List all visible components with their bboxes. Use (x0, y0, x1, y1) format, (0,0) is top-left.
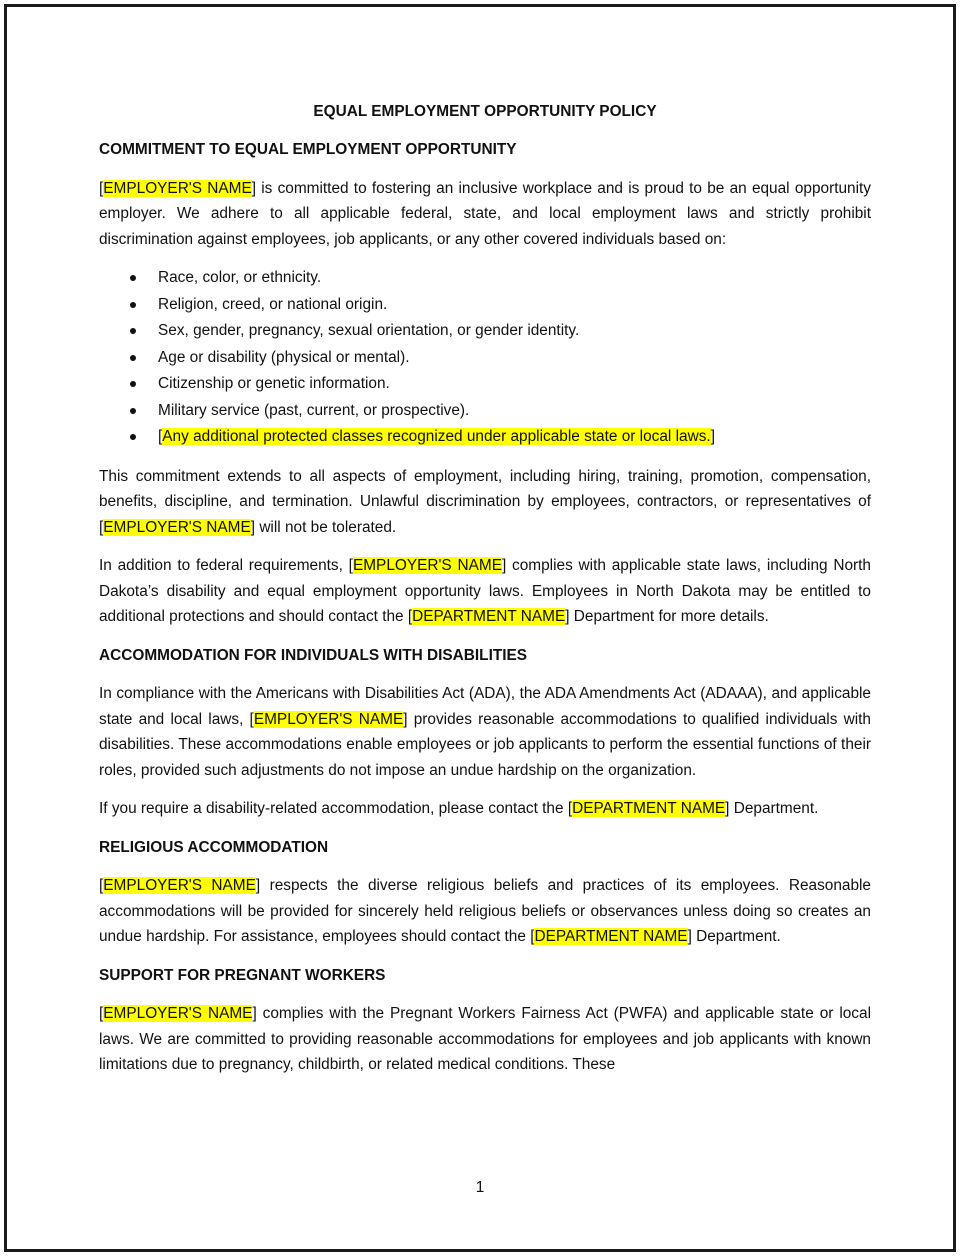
placeholder-employer-name: EMPLOYER'S NAME (253, 710, 404, 728)
list-item: Religion, creed, or national origin. (99, 292, 871, 319)
paragraph-disabilities-contact: If you require a disability-related accommodation, please contact the [DEPARTMENT NAME] Department. (99, 800, 819, 817)
placeholder-department-name: DEPARTMENT NAME (534, 928, 688, 945)
document-body (99, 99, 871, 1091)
placeholder-department-name: DEPARTMENT NAME (572, 800, 726, 817)
bullet-icon (130, 275, 136, 281)
bullet-icon (130, 434, 136, 440)
paragraph-eeo-intro: [EMPLOYER'S NAME] is committed to fostering an inclusive workplace and is proud to be an equal opportunity employer. We adhere to all applicable federal, state, and local employment laws and strictly prohibit discrimination against employees, job applicants, or any other covered individuals based on: (99, 179, 871, 248)
placeholder-employer-name: EMPLOYER'S NAME (352, 557, 502, 574)
bullet-icon (130, 355, 136, 361)
paragraph-pregnant-workers: [EMPLOYER'S NAME] complies with the Pregnant Workers Fairness Act (PWFA) and applicable state or local laws. We are committed to providing reasonable accommodations for employees and job applicants with known limitations due to pregnancy, childbirth, or related medical conditions. These (99, 1005, 871, 1073)
placeholder-employer-name: EMPLOYER'S NAME (103, 877, 256, 894)
paragraph-religious: [EMPLOYER'S NAME] respects the diverse religious beliefs and practices of its employees. Reasonable accommodations will be provided for sincerely held religious beliefs or observances unless doing so creates an undue hardship. For assistance, employees should contact the [DEPARTMENT NAME] Department. (99, 877, 871, 945)
list-item: Citizenship or genetic information. (99, 371, 871, 398)
section-heading-disabilities: ACCOMMODATION FOR INDIVIDUALS WITH DISABILITIES (99, 646, 528, 664)
section-heading-eeo: COMMITMENT TO EQUAL EMPLOYMENT OPPORTUNITY (99, 141, 517, 158)
placeholder-employer-name: EMPLOYER'S NAME (103, 179, 252, 197)
list-item: Sex, gender, pregnancy, sexual orientation, or gender identity. (99, 318, 871, 345)
section-heading-pregnant-workers: SUPPORT FOR PREGNANT WORKERS (99, 966, 386, 984)
list-item: Military service (past, current, or prospective). (99, 398, 871, 425)
placeholder-employer-name: EMPLOYER'S NAME (103, 518, 251, 536)
section-heading-religious: RELIGIOUS ACCOMMODATION (99, 838, 329, 856)
list-item: Age or disability (physical or mental). (99, 345, 871, 372)
paragraph-eeo-scope: This commitment extends to all aspects of employment, including hiring, training, promotion, compensation, benefits, discipline, and termination. Unlawful discrimination by employees, contractors, or representatives of [EMPLOYER'S NAME] will not be tolerated. (99, 467, 871, 536)
list-item-additional-classes: [Any additional protected classes recognized under applicable state or local laws.] (99, 424, 871, 451)
paragraph-eeo-state: In addition to federal requirements, [EMPLOYER'S NAME] complies with applicable state laws, including North Dakota’s disability and equal employment opportunity laws. Employees in North Dakota may be entitled to additional protections and should contact the [DEPARTMENT NAME] Department for more details. (99, 557, 871, 625)
bullet-icon (130, 381, 136, 387)
list-item: Race, color, or ethnicity. (99, 265, 871, 292)
protected-classes-list (99, 265, 871, 451)
placeholder-department-name: DEPARTMENT NAME (412, 608, 566, 625)
bullet-icon (130, 408, 136, 414)
bullet-icon (130, 302, 136, 308)
document-title: EQUAL EMPLOYMENT OPPORTUNITY POLICY (313, 103, 657, 120)
placeholder-additional-classes: Any additional protected classes recognized under applicable state or local laws. (162, 428, 711, 445)
placeholder-employer-name: EMPLOYER'S NAME (103, 1005, 253, 1022)
page-number: 1 (475, 1179, 485, 1196)
document-page (4, 4, 956, 1252)
paragraph-disabilities-ada: In compliance with the Americans with Disabilities Act (ADA), the ADA Amendments Act (ADAAA), and applicable state and local laws, [EMPLOYER'S NAME] provides reasonable accommodations to qualified individuals with disabilities. These accommodations enable employees or job applicants to perform the essential functions of their roles, provided such adjustments do not impose an undue hardship on the organization. (99, 685, 871, 779)
bullet-icon (130, 328, 136, 334)
